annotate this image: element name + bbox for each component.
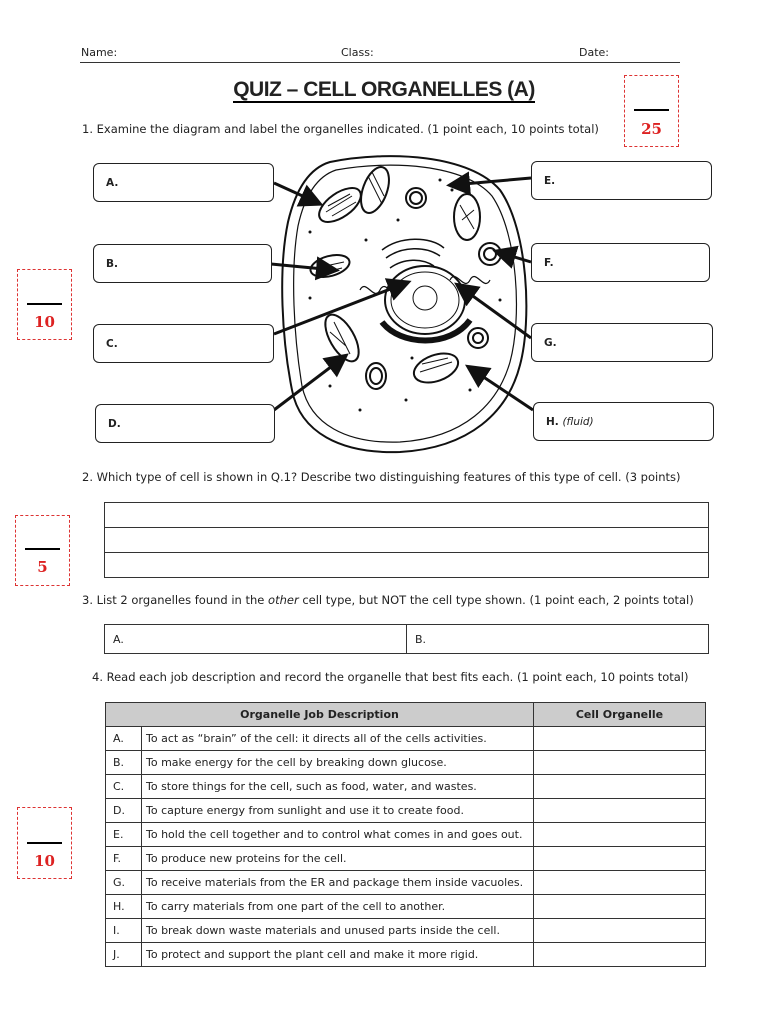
organelle-answer-cell[interactable]: [534, 847, 706, 871]
row-description: To carry materials from one part of the cell to another.: [142, 895, 534, 919]
question-4: 4. Read each job description and record the organelle that best fits each. (1 point each, 10 points total): [92, 670, 689, 684]
total-score-box: 25: [624, 75, 679, 147]
col-header-description: Organelle Job Description: [106, 703, 534, 727]
table-row: [106, 823, 706, 847]
q2-answer-line[interactable]: [105, 503, 709, 528]
question-1: 1. Examine the diagram and label the organelles indicated. (1 point each, 10 points total): [82, 122, 599, 136]
row-letter: A.: [106, 727, 142, 751]
row-description: To protect and support the plant cell and make it more rigid.: [142, 943, 534, 967]
question-3: 3. List 2 organelles found in the other cell type, but NOT the cell type shown. (1 point each, 2 points total): [82, 593, 694, 607]
row-description: To act as “brain” of the cell: it directs all of the cells activities.: [142, 727, 534, 751]
organelle-answer-cell[interactable]: [534, 823, 706, 847]
row-letter: H.: [106, 895, 142, 919]
q2-answer-lines: [104, 502, 709, 578]
q3-answer-a[interactable]: A.: [105, 625, 407, 654]
job-description-table: [105, 702, 706, 967]
row-letter: F.: [106, 847, 142, 871]
col-header-organelle: Cell Organelle: [534, 703, 706, 727]
q3-answer-table: [104, 624, 709, 654]
date-label: Date:: [579, 46, 609, 59]
organelle-answer-cell[interactable]: [534, 919, 706, 943]
label-box-g[interactable]: G.: [531, 323, 713, 362]
table-row: [106, 799, 706, 823]
row-letter: C.: [106, 775, 142, 799]
q2-answer-line[interactable]: [105, 528, 709, 553]
organelle-answer-cell[interactable]: [534, 775, 706, 799]
question-2: 2. Which type of cell is shown in Q.1? Describe two distinguishing features of this type of cell. (3 points): [82, 470, 681, 484]
row-letter: E.: [106, 823, 142, 847]
label-box-a[interactable]: A.: [93, 163, 274, 202]
q3-answer-b[interactable]: B.: [407, 625, 709, 654]
organelle-answer-cell[interactable]: [534, 727, 706, 751]
table-row: [106, 871, 706, 895]
row-letter: I.: [106, 919, 142, 943]
table-row: [106, 727, 706, 751]
label-box-d[interactable]: D.: [95, 404, 275, 443]
row-description: To make energy for the cell by breaking down glucose.: [142, 751, 534, 775]
label-box-h[interactable]: H. (fluid): [533, 402, 714, 441]
page-title: QUIZ – CELL ORGANELLES (A): [233, 78, 535, 101]
label-box-c[interactable]: C.: [93, 324, 274, 363]
table-row: [106, 919, 706, 943]
table-row: [106, 751, 706, 775]
row-description: To hold the cell together and to control what comes in and goes out.: [142, 823, 534, 847]
row-letter: J.: [106, 943, 142, 967]
q2-score-box: 5: [15, 515, 70, 586]
organelle-answer-cell[interactable]: [534, 799, 706, 823]
row-description: To produce new proteins for the cell.: [142, 847, 534, 871]
label-box-f[interactable]: F.: [531, 243, 710, 282]
q2-answer-line[interactable]: [105, 553, 709, 578]
row-letter: B.: [106, 751, 142, 775]
table-row: [106, 847, 706, 871]
table-row: [106, 895, 706, 919]
class-label: Class:: [341, 46, 374, 59]
row-description: To capture energy from sunlight and use it to create food.: [142, 799, 534, 823]
q4-score-box: 10: [17, 807, 72, 879]
row-letter: G.: [106, 871, 142, 895]
organelle-answer-cell[interactable]: [534, 751, 706, 775]
organelle-answer-cell[interactable]: [534, 943, 706, 967]
table-row: [106, 943, 706, 967]
organelle-answer-cell[interactable]: [534, 895, 706, 919]
q1-score-box: 10: [17, 269, 72, 340]
row-description: To receive materials from the ER and package them inside vacuoles.: [142, 871, 534, 895]
organelle-answer-cell[interactable]: [534, 871, 706, 895]
name-label: Name:: [81, 46, 118, 59]
row-description: To break down waste materials and unused parts inside the cell.: [142, 919, 534, 943]
label-box-b[interactable]: B.: [93, 244, 272, 283]
row-description: To store things for the cell, such as food, water, and wastes.: [142, 775, 534, 799]
table-row: [106, 775, 706, 799]
row-letter: D.: [106, 799, 142, 823]
label-box-e[interactable]: E.: [531, 161, 712, 200]
